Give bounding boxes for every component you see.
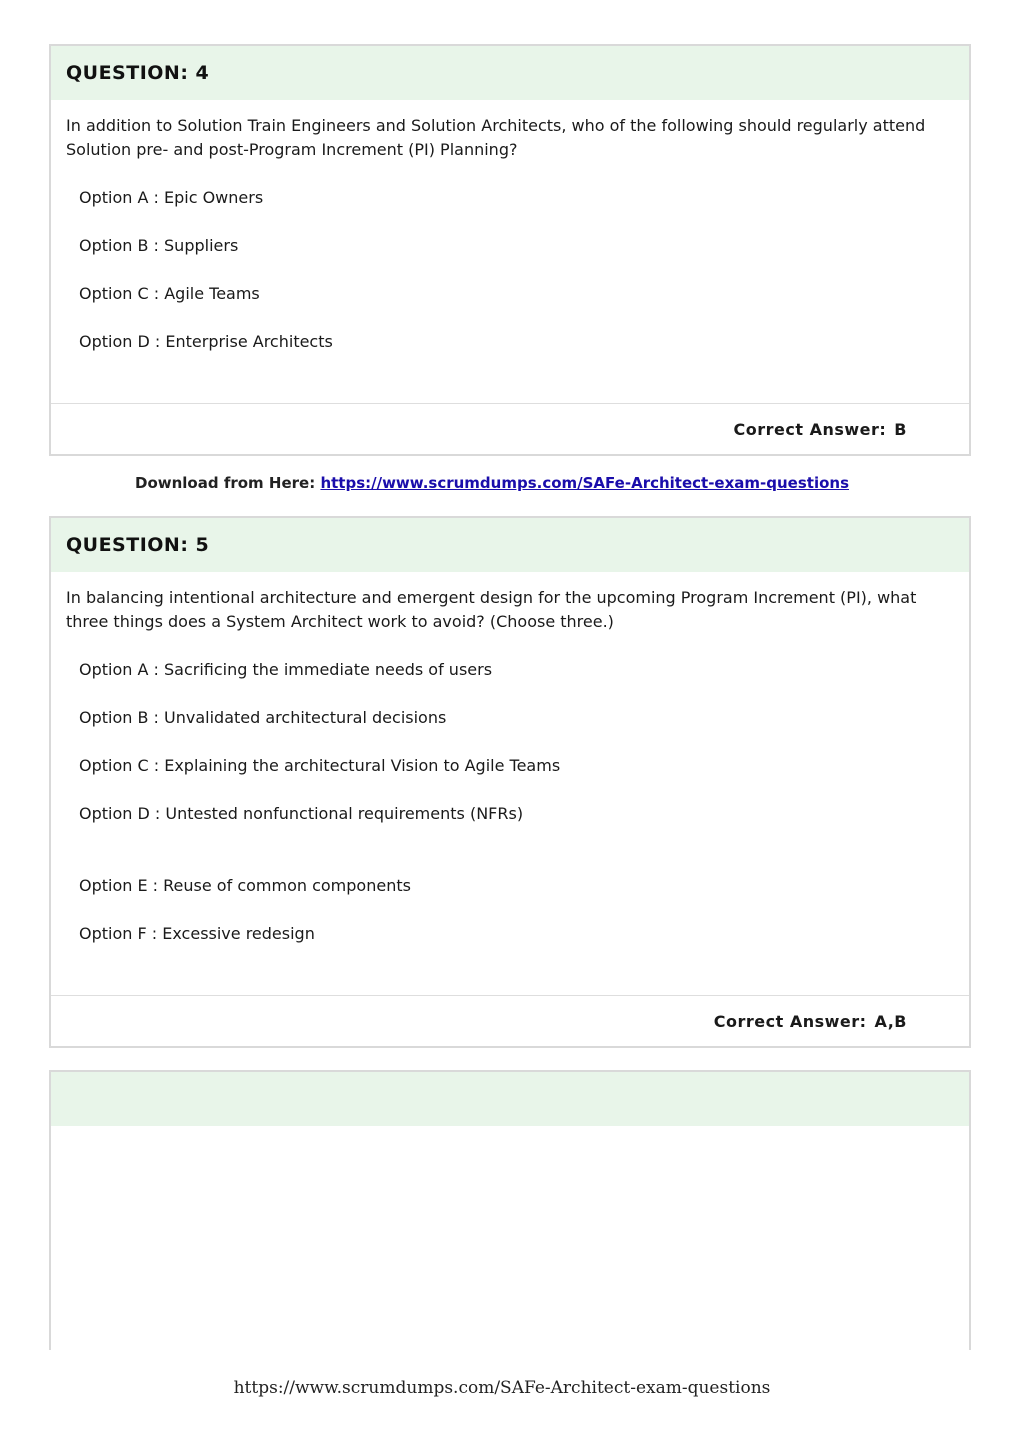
correct-answer-label: Correct Answer: bbox=[733, 419, 887, 439]
option-a: Option A : Sacrificing the immediate needs of users bbox=[79, 660, 493, 679]
question-card-5 bbox=[49, 516, 971, 1048]
option-d: Option D : Untested nonfunctional requirements (NFRs) bbox=[79, 804, 524, 823]
option-c: Option C : Agile Teams bbox=[79, 284, 260, 303]
question-header-empty bbox=[51, 1072, 969, 1126]
option-a: Option A : Epic Owners bbox=[79, 188, 264, 207]
correct-answer bbox=[51, 995, 969, 1046]
option-d: Option D : Enterprise Architects bbox=[79, 332, 333, 351]
correct-answer-value: B bbox=[894, 419, 907, 439]
question-header: QUESTION: 5 bbox=[51, 518, 969, 572]
download-link[interactable]: https://www.scrumdumps.com/SAFe-Architect-exam-questions bbox=[320, 474, 849, 492]
download-line bbox=[0, 474, 984, 492]
correct-answer bbox=[51, 403, 969, 454]
option-b: Option B : Suppliers bbox=[79, 236, 239, 255]
question-card-6 bbox=[49, 1070, 971, 1350]
option-c: Option C : Explaining the architectural Vision to Agile Teams bbox=[79, 756, 561, 775]
download-label: Download from Here: bbox=[135, 474, 316, 492]
question-card-4 bbox=[49, 44, 971, 456]
question-header: QUESTION: 4 bbox=[51, 46, 969, 100]
page-footer-url: https://www.scrumdumps.com/SAFe-Architect-exam-questions bbox=[233, 1378, 771, 1398]
question-body bbox=[51, 100, 969, 366]
correct-answer-label: Correct Answer: bbox=[713, 1011, 867, 1031]
question-text: In addition to Solution Train Engineers and Solution Architects, who of the following should regularly attend Solution pre- and post-Program Increment (PI) Planning? bbox=[66, 116, 926, 159]
correct-answer-value: A,B bbox=[874, 1011, 907, 1031]
option-f: Option F : Excessive redesign bbox=[79, 924, 315, 943]
option-b: Option B : Unvalidated architectural decisions bbox=[79, 708, 447, 727]
option-e: Option E : Reuse of common components bbox=[79, 876, 411, 895]
question-text: In balancing intentional architecture and emergent design for the upcoming Program Increment (PI), what three things does a System Architect work to avoid? (Choose three.) bbox=[66, 588, 917, 631]
question-body bbox=[51, 572, 969, 958]
